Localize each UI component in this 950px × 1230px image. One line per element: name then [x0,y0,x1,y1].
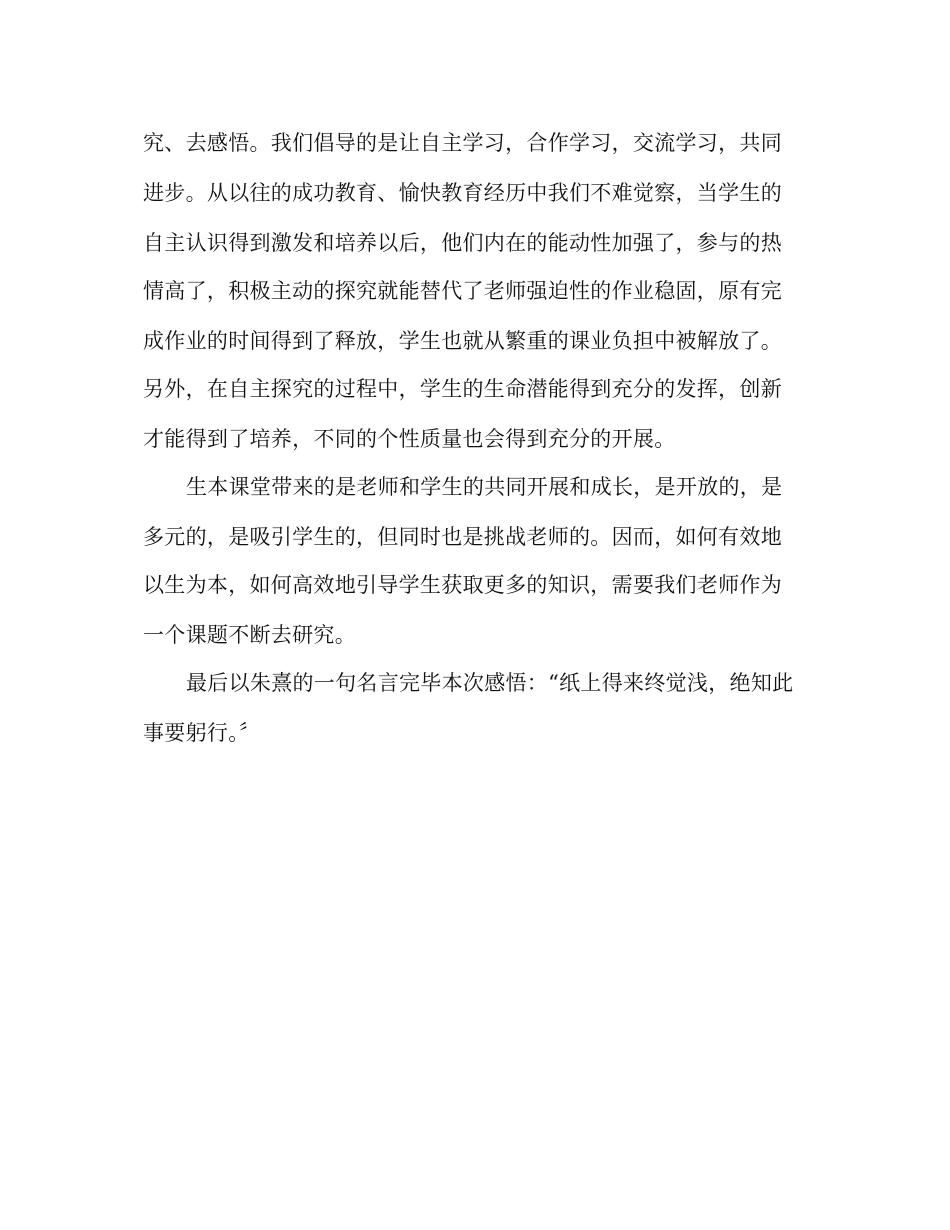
text-line: 情高了，积极主动的探究就能替代了老师强迫性的作业稳固，原有完 [143,279,782,303]
text-line: 究、去感悟。我们倡导的是让自主学习，合作学习，交流学习，共同 [143,131,782,155]
text-line: 进步。从以往的成功教育、愉快教育经历中我们不难觉察，当学生的 [143,181,782,205]
text-line: 多元的，是吸引学生的，但同时也是挑战老师的。因而，如何有效地 [143,525,782,549]
text-line: 另外，在自主探究的过程中，学生的生命潜能得到充分的发挥，创新 [143,377,782,401]
text-line: 一个课题不断去研究。 [143,623,356,647]
text-line: 最后以朱熹的一句名言完毕本次感悟：“纸上得来终觉浅，绝知此 [186,671,794,695]
text-line: 成作业的时间得到了释放，学生也就从繁重的课业负担中被解放了。 [143,329,782,353]
text-line: 才能得到了培养，不同的个性质量也会得到充分的开展。 [143,427,676,451]
text-line: 自主认识得到激发和培养以后，他们内在的能动性加强了，参与的热 [143,231,782,255]
text-line: 生本课堂带来的是老师和学生的共同开展和成长，是开放的，是 [186,475,783,499]
text-line: 以生为本，如何高效地引导学生获取更多的知识，需要我们老师作为 [143,573,782,597]
text-line: 事要躬行。〞 [143,721,261,745]
